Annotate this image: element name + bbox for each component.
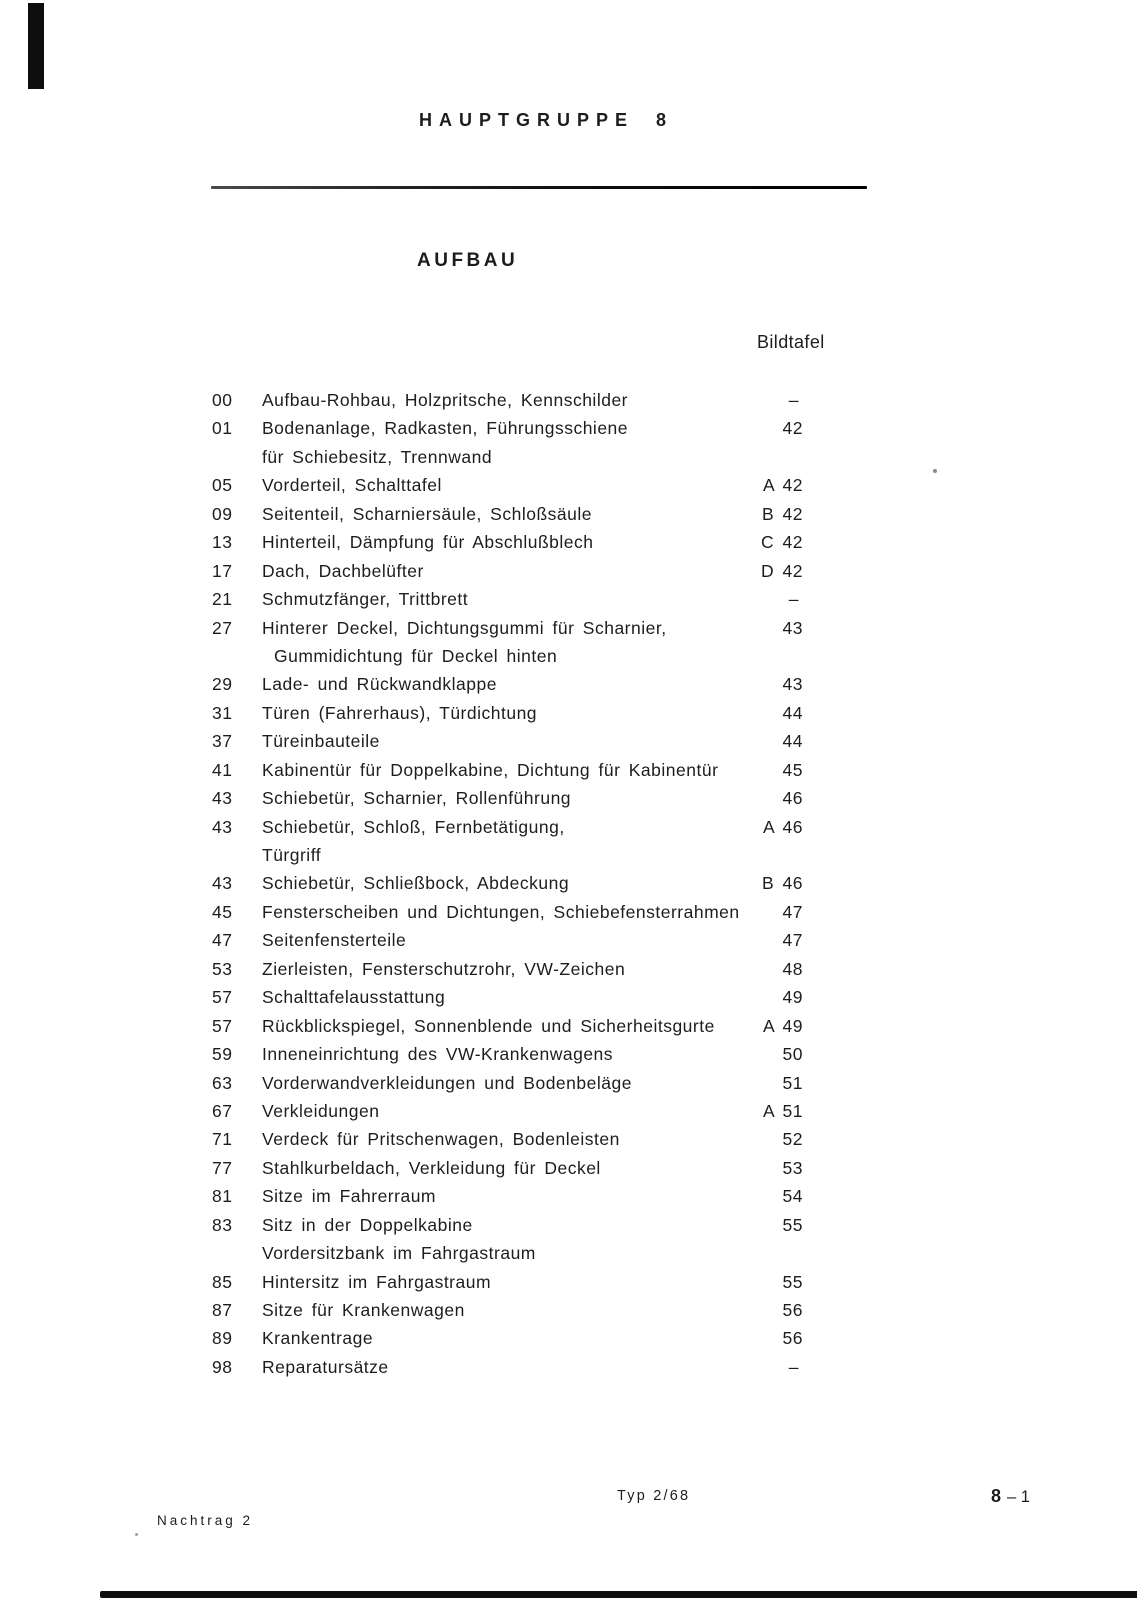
toc-row [212,756,803,784]
toc-plate: 42 [782,418,803,439]
toc-code: 05 [212,475,233,496]
toc-plate: 54 [782,1186,803,1207]
toc-row [212,443,803,471]
toc-title: Sitze im Fahrerraum [262,1186,437,1207]
toc-title: Schmutzfänger, Trittbrett [262,589,469,610]
toc-title: Dach, Dachbelüfter [262,560,424,581]
toc-code: 31 [212,702,233,723]
toc-row [212,983,803,1011]
toc-title: Hinterteil, Dämpfung für Abschlußblech [262,532,594,553]
toc-row [212,1268,803,1296]
toc-row [212,557,803,585]
toc-plate: – [788,1356,799,1377]
toc-title: Sitz in der Doppelkabine [262,1214,473,1235]
toc-title: Krankentrage [262,1328,374,1349]
toc-code: 89 [212,1328,233,1349]
toc-code: 00 [212,390,233,410]
toc-code: 13 [212,532,233,553]
toc-title: für Schiebesitz, Trennwand [262,446,493,467]
toc-code: 01 [212,418,233,439]
toc-list [212,386,803,1381]
toc-title: Kabinentür für Doppelkabine, Dichtung für Kabinentür [262,759,719,780]
toc-row [212,642,803,670]
toc-code: 17 [212,560,233,581]
toc-code: 67 [212,1100,233,1121]
toc-code: 77 [212,1157,233,1178]
toc-plate: 44 [782,731,803,752]
scan-speck [135,1533,138,1536]
toc-row [212,699,803,727]
toc-plate: 55 [782,1271,803,1292]
toc-code: 09 [212,503,233,524]
toc-row [212,1324,803,1352]
toc-title: Vorderwandverkleidungen und Bodenbeläge [262,1072,632,1093]
toc-row [212,898,803,926]
toc-title: Sitze für Krankenwagen [262,1300,465,1320]
toc-row [212,1154,803,1182]
scan-speck [933,469,937,473]
toc-title: Schiebetür, Scharnier, Rollenführung [262,788,572,809]
toc-plate: 52 [782,1129,803,1150]
toc-row [212,1012,803,1040]
toc-code: 59 [212,1044,233,1065]
toc-title: Seitenfensterteile [262,930,407,951]
toc-code: 98 [212,1356,233,1377]
toc-code: 57 [212,987,233,1008]
toc-title: Fensterscheiben und Dichtungen, Schiebefensterrahmen [262,901,740,922]
title-rule [211,186,867,189]
toc-row [212,528,803,556]
toc-title: Schiebetür, Schloß, Fernbetätigung, [262,816,565,837]
toc-row [212,784,803,812]
toc-row [212,471,803,499]
toc-title: Vordersitzbank im Fahrgastraum [262,1243,536,1264]
toc-title: Türgriff [262,845,322,865]
toc-title: Vorderteil, Schalttafel [262,475,442,496]
toc-title: Stahlkurbeldach, Verkleidung für Deckel [262,1157,601,1178]
toc-code: 53 [212,958,233,979]
page-title [419,111,666,129]
page-number-rest: – 1 [1007,1488,1030,1506]
toc-code: 27 [212,617,233,638]
toc-row [212,727,803,755]
footer-supplement: Nachtrag 2 [157,1513,254,1528]
toc-plate: 55 [782,1214,803,1235]
toc-plate: 48 [782,958,803,979]
toc-code: 41 [212,759,233,780]
toc-plate: 47 [782,930,803,951]
toc-plate: 51 [782,1072,803,1093]
toc-title: Hinterer Deckel, Dichtungsgummi für Scharnier, [262,617,667,638]
toc-plate: B 42 [762,503,803,524]
toc-row [212,869,803,897]
toc-code: 81 [212,1186,233,1207]
toc-row [212,585,803,613]
toc-row [212,1239,803,1267]
toc-row [212,1097,803,1125]
toc-title: Bodenanlage, Radkasten, Führungsschiene [262,418,629,439]
toc-title: Seitenteil, Scharniersäule, Schloßsäule [262,503,592,524]
toc-code: 45 [212,901,233,922]
section-title: AUFBAU [417,250,519,271]
toc-code: 47 [212,930,233,951]
group-label: HAUPTGRUPPE [419,110,635,130]
toc-plate: – [788,390,799,410]
toc-code: 43 [212,788,233,809]
toc-title: Zierleisten, Fensterschutzrohr, VW-Zeichen [262,958,626,979]
toc-title: Inneneinrichtung des VW-Krankenwagens [262,1044,614,1065]
toc-title: Reparatursätze [262,1356,389,1377]
toc-code: 21 [212,589,233,610]
toc-plate: B 46 [762,873,803,894]
toc-row [212,926,803,954]
toc-plate: D 42 [761,560,803,581]
toc-plate: 43 [782,617,803,638]
toc-plate: 56 [782,1300,803,1320]
toc-row [212,670,803,698]
toc-plate: 56 [782,1328,803,1349]
toc-plate: – [788,589,799,610]
toc-plate: 43 [782,674,803,695]
toc-plate: 44 [782,702,803,723]
toc-code: 85 [212,1271,233,1292]
toc-title: Rückblickspiegel, Sonnenblende und Sicherheitsgurte [262,1015,715,1036]
toc-plate: A 46 [762,816,803,837]
toc-plate: A 51 [762,1100,803,1121]
bildtafel-column-header: Bildtafel [757,332,825,352]
toc-title: Türeinbauteile [262,731,380,752]
toc-plate: 50 [782,1044,803,1065]
scan-artifact-top-left [28,3,44,89]
toc-row [212,955,803,983]
toc-row [212,614,803,642]
toc-row [212,1125,803,1153]
toc-title: Aufbau-Rohbau, Holzpritsche, Kennschilder [262,390,628,410]
toc-title: Verkleidungen [262,1100,380,1121]
toc-plate: 49 [782,987,803,1008]
toc-code: 87 [212,1300,233,1320]
toc-row [212,841,803,869]
toc-title: Schalttafelausstattung [262,987,446,1008]
toc-row [212,1211,803,1239]
toc-code: 83 [212,1214,233,1235]
toc-row [212,1069,803,1097]
toc-title: Türen (Fahrerhaus), Türdichtung [262,702,538,723]
toc-code: 43 [212,816,233,837]
toc-row [212,414,803,442]
toc-plate: A 49 [762,1015,803,1036]
toc-row [212,1296,803,1324]
toc-code: 29 [212,674,233,695]
toc-row [212,1182,803,1210]
toc-plate: A 42 [762,475,803,496]
footer-page-number [991,1486,1030,1507]
toc-plate: 46 [782,788,803,809]
group-number: 8 [656,110,667,130]
toc-row [212,386,803,414]
toc-title: Gummidichtung für Deckel hinten [274,645,558,666]
toc-title: Schiebetür, Schließbock, Abdeckung [262,873,570,894]
toc-code: 57 [212,1015,233,1036]
toc-plate: 53 [782,1157,803,1178]
scan-artifact-bottom-edge [100,1591,1137,1598]
footer-type-label: Typ 2/68 [617,1488,691,1504]
toc-row [212,813,803,841]
toc-plate: C 42 [761,532,803,553]
toc-row [212,1353,803,1381]
toc-title: Hintersitz im Fahrgastraum [262,1271,492,1292]
toc-row [212,1040,803,1068]
toc-title: Verdeck für Pritschenwagen, Bodenleisten [262,1129,620,1150]
toc-title: Lade- und Rückwandklappe [262,674,497,695]
toc-code: 71 [212,1129,233,1150]
toc-plate: 47 [782,901,803,922]
toc-code: 63 [212,1072,233,1093]
toc-code: 43 [212,873,233,894]
toc-row [212,500,803,528]
toc-code: 37 [212,731,233,752]
page-number-group: 8 [991,1486,1002,1506]
toc-plate: 45 [782,759,803,780]
